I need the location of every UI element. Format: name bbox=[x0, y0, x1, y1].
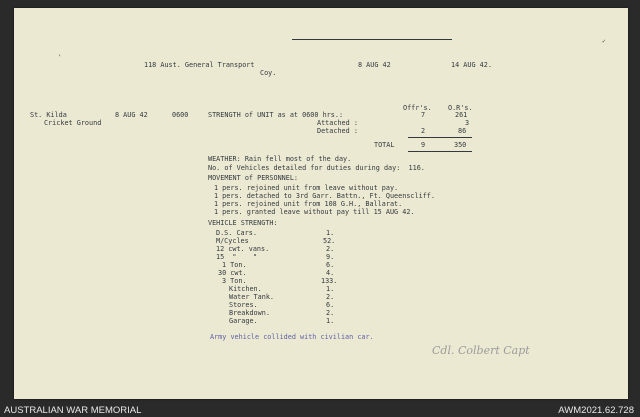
total-offrs: 9 bbox=[421, 141, 426, 149]
entry-date: 8 AUG 42 bbox=[115, 111, 148, 119]
unit-name-cont: Coy. bbox=[260, 69, 277, 77]
date-from: 8 AUG 42 bbox=[358, 61, 391, 69]
strength-ors-2: 86 bbox=[458, 127, 467, 135]
unit-name: 118 Aust. General Transport bbox=[144, 61, 255, 69]
footer-credit: AUSTRALIAN WAR MEMORIAL bbox=[4, 405, 142, 416]
vehicle-count: 1. bbox=[326, 317, 335, 325]
entry-time: 0600 bbox=[172, 111, 189, 119]
pin-mark: ' bbox=[58, 54, 62, 61]
vehicle-strength-heading: VEHICLE STRENGTH: bbox=[208, 219, 278, 227]
vehicle-count: 2. bbox=[326, 293, 335, 301]
movement-item: 1 pers. detached to 3rd Garr. Battn., Ft. Queenscliff. bbox=[214, 192, 435, 200]
col-head-offrs: Offr's. bbox=[403, 104, 432, 112]
vehicle-label: 15 " " bbox=[216, 253, 257, 261]
strength-ors-1: 3 bbox=[465, 119, 470, 127]
total-rule-bottom bbox=[408, 151, 472, 152]
strength-ors-0: 261 bbox=[455, 111, 468, 119]
vehicle-label: 12 cwt. vans. bbox=[216, 245, 270, 253]
strength-offrs-0: 7 bbox=[421, 111, 426, 119]
vehicle-label: Water Tank. bbox=[229, 293, 275, 301]
vehicle-count: 2. bbox=[326, 309, 335, 317]
vehicle-count: 6. bbox=[326, 301, 335, 309]
total-rule-top bbox=[408, 137, 472, 138]
movement-item: 1 pers. rejoined unit from 108 G.H., Ballarat. bbox=[214, 200, 403, 208]
corner-mark: ✓ bbox=[602, 38, 606, 45]
weather: WEATHER: Rain fell most of the day. bbox=[208, 155, 352, 163]
vehicle-label: M/Cycles bbox=[216, 237, 249, 245]
vehicle-label: 1 Ton. bbox=[222, 261, 247, 269]
strength-heading: STRENGTH of UNIT as at 0600 hrs.: bbox=[208, 111, 344, 119]
strength-label-2: Detached : bbox=[317, 127, 358, 135]
vehicle-count: 1. bbox=[326, 285, 335, 293]
vehicle-count: 6. bbox=[326, 261, 335, 269]
vehicle-label: Breakdown. bbox=[229, 309, 270, 317]
date-to: 14 AUG 42. bbox=[451, 61, 492, 69]
total-ors: 350 bbox=[454, 141, 467, 149]
footer-accession: AWM2021.62.728 bbox=[558, 405, 634, 416]
vehicles-detailed: No. of Vehicles detailed for duties during day: 116. bbox=[208, 164, 425, 172]
vehicle-count: 2. bbox=[326, 245, 335, 253]
vehicle-label: D.S. Cars. bbox=[216, 229, 257, 237]
vehicle-count: 133. bbox=[321, 277, 338, 285]
incident-note: Army vehicle collided with civilian car. bbox=[210, 333, 374, 341]
movement-heading: MOVEMENT of PERSONNEL: bbox=[208, 174, 299, 182]
signature: Cdl. Colbert Capt bbox=[432, 344, 530, 357]
col-head-ors: O.R's. bbox=[448, 104, 473, 112]
vehicle-count: 4. bbox=[326, 269, 335, 277]
top-rule bbox=[292, 39, 452, 40]
vehicle-label: 30 cwt. bbox=[218, 269, 247, 277]
vehicle-label: Garage. bbox=[229, 317, 258, 325]
strength-offrs-2: 2 bbox=[421, 127, 426, 135]
place-cont: Cricket Ground bbox=[44, 119, 102, 127]
vehicle-count: 9. bbox=[326, 253, 335, 261]
movement-item: 1 pers. granted leave without pay till 15 AUG 42. bbox=[214, 208, 415, 216]
vehicle-label: Stores. bbox=[229, 301, 258, 309]
document-page bbox=[14, 8, 628, 399]
vehicle-label: Kitchen. bbox=[229, 285, 262, 293]
strength-label-1: Attached : bbox=[317, 119, 358, 127]
place: St. Kilda bbox=[30, 111, 67, 119]
total-label: TOTAL bbox=[374, 141, 395, 149]
vehicle-count: 52. bbox=[323, 237, 336, 245]
vehicle-label: 3 Ton. bbox=[222, 277, 247, 285]
vehicle-count: 1. bbox=[326, 229, 335, 237]
movement-item: 1 pers. rejoined unit from leave without pay. bbox=[214, 184, 399, 192]
